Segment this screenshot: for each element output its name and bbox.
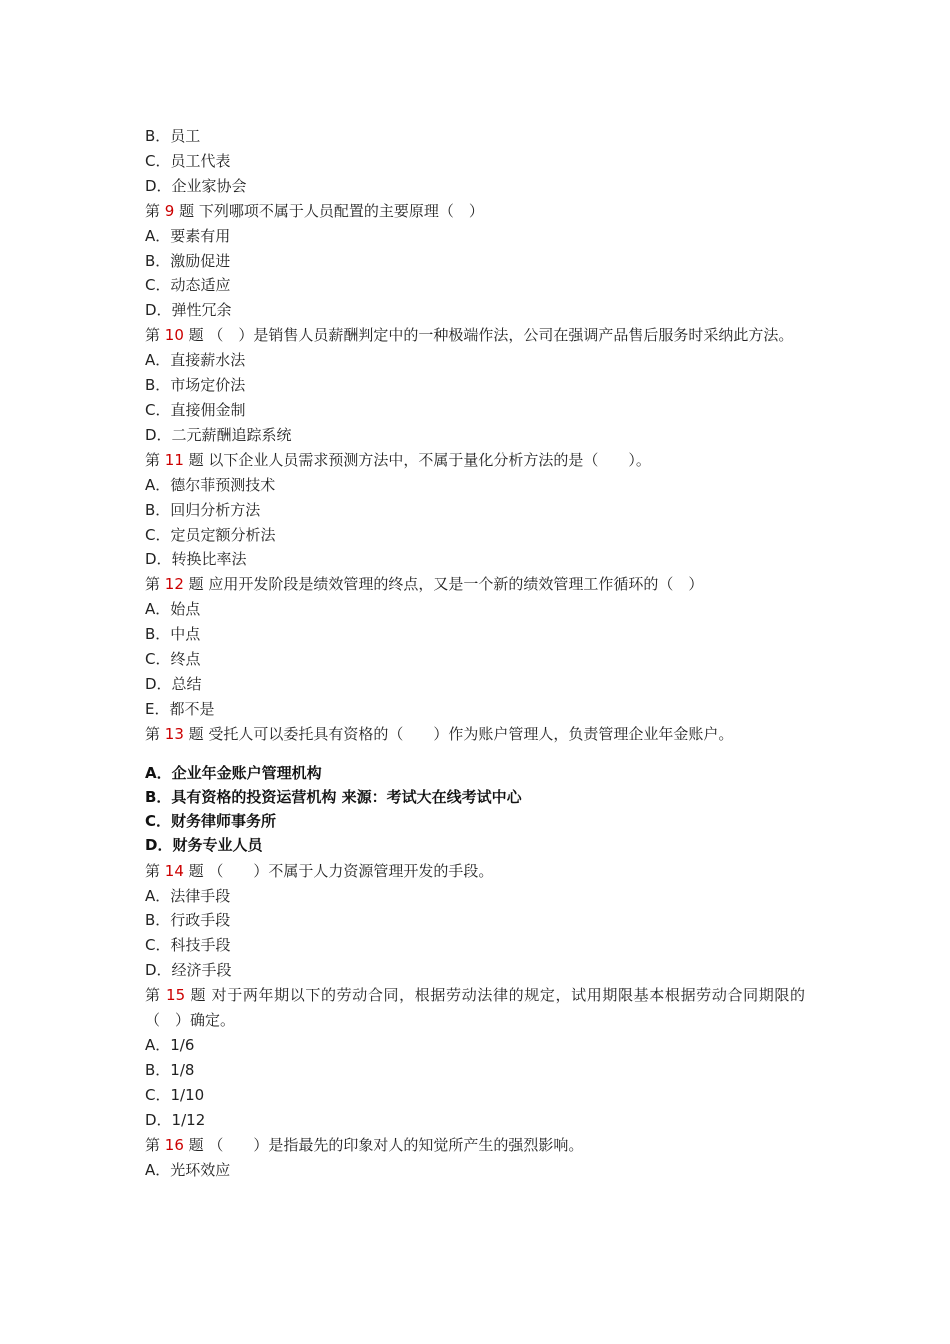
- answer-option: B．员工: [145, 127, 201, 145]
- answer-option: A．直接薪水法: [145, 351, 246, 370]
- question-number: 13: [164, 724, 184, 743]
- question-13: [145, 722, 805, 747]
- answer-option: C．终点: [145, 650, 201, 669]
- question-text: 题 应用开发阶段是绩效管理的终点，又是一个新的绩效管理工作循环的（ ）: [183, 575, 704, 594]
- answer-option: A．始点: [145, 600, 201, 619]
- answer-option-bold: C．财务律师事务所: [145, 811, 277, 830]
- question-prefix: 第: [145, 986, 167, 1005]
- answer-option: D．1/12: [145, 1110, 206, 1129]
- answer-option-bold: D．财务专业人员: [145, 835, 263, 854]
- answer-option: A．德尔菲预测技术: [145, 475, 276, 494]
- answer-option: A．法律手段: [145, 886, 231, 905]
- question-prefix: 第: [145, 326, 165, 345]
- question-text: 题 以下企业人员需求预测方法中，不属于量化分析方法的是（ ）。: [183, 450, 651, 469]
- question-14: [145, 859, 805, 884]
- answer-option: D．转换比率法: [145, 550, 247, 569]
- answer-option: C．1/10: [145, 1085, 205, 1104]
- answer-option: D．二元薪酬追踪系统: [145, 425, 292, 444]
- question-text: 题 （ ）不属于人力资源管理开发的手段。: [183, 861, 494, 880]
- question-text: 题 受托人可以委托具有资格的（ ）作为账户管理人，负责管理企业年金账户。: [183, 724, 734, 743]
- answer-option: C．科技手段: [145, 936, 231, 955]
- question-16: [145, 1133, 805, 1158]
- question-prefix: 第: [145, 575, 165, 594]
- answer-option: D．经济手段: [145, 961, 232, 980]
- question-12: [145, 572, 805, 597]
- question-9: [145, 199, 805, 224]
- question-number: 16: [164, 1135, 184, 1154]
- question-10: [145, 323, 805, 348]
- bold-options-block: [145, 761, 805, 857]
- answer-option: B．回归分析方法: [145, 500, 261, 519]
- question-text: 题 对于两年期以下的劳动合同，根据劳动法律的规定，试用期限基本根据劳动合同期限的（ ）确定。: [145, 986, 805, 1030]
- answer-option-bold: A．企业年金账户管理机构: [145, 763, 322, 782]
- question-prefix: 第: [145, 1135, 165, 1154]
- answer-option: A．要素有用: [145, 226, 231, 245]
- question-block-1: [145, 124, 805, 747]
- question-text: 题 下列哪项不属于人员配置的主要原理（ ）: [174, 201, 484, 220]
- answer-option: D．企业家协会: [145, 176, 247, 195]
- answer-option: E．都不是: [145, 699, 215, 718]
- question-11: [145, 448, 805, 473]
- answer-option: B．中点: [145, 625, 201, 644]
- answer-option: C．员工代表: [145, 151, 231, 170]
- question-number: 10: [164, 326, 184, 345]
- question-text: 题 （ ）是销售人员薪酬判定中的一种极端作法，公司在强调产品售后服务时采纳此方法。: [183, 326, 794, 345]
- question-number: 15: [166, 986, 186, 1005]
- question-prefix: 第: [145, 450, 165, 469]
- question-prefix: 第: [145, 201, 165, 220]
- question-number: 11: [164, 450, 184, 469]
- answer-option: C．直接佣金制: [145, 400, 246, 419]
- answer-option-bold: B．具有资格的投资运营机构 来源：考试大在线考试中心: [145, 787, 522, 806]
- answer-option: C．定员定额分析法: [145, 525, 276, 544]
- answer-option: A．光环效应: [145, 1160, 231, 1179]
- answer-option: B．行政手段: [145, 911, 231, 930]
- question-15: [145, 983, 805, 1033]
- question-block-2: [145, 859, 805, 1183]
- question-number: 9: [164, 201, 175, 220]
- answer-option: A．1/6: [145, 1036, 195, 1054]
- answer-option: B．市场定价法: [145, 376, 246, 395]
- question-prefix: 第: [145, 861, 165, 880]
- answer-option: C．动态适应: [145, 276, 231, 295]
- answer-option: D．弹性冗余: [145, 301, 232, 320]
- answer-option: D．总结: [145, 674, 202, 693]
- answer-option: B．激励促进: [145, 251, 231, 270]
- question-number: 12: [164, 575, 184, 594]
- question-number: 14: [164, 861, 184, 880]
- question-text: 题 （ ）是指最先的印象对人的知觉所产生的强烈影响。: [183, 1135, 584, 1154]
- answer-option: B．1/8: [145, 1060, 195, 1079]
- question-prefix: 第: [145, 724, 165, 743]
- document-body: [145, 124, 805, 1182]
